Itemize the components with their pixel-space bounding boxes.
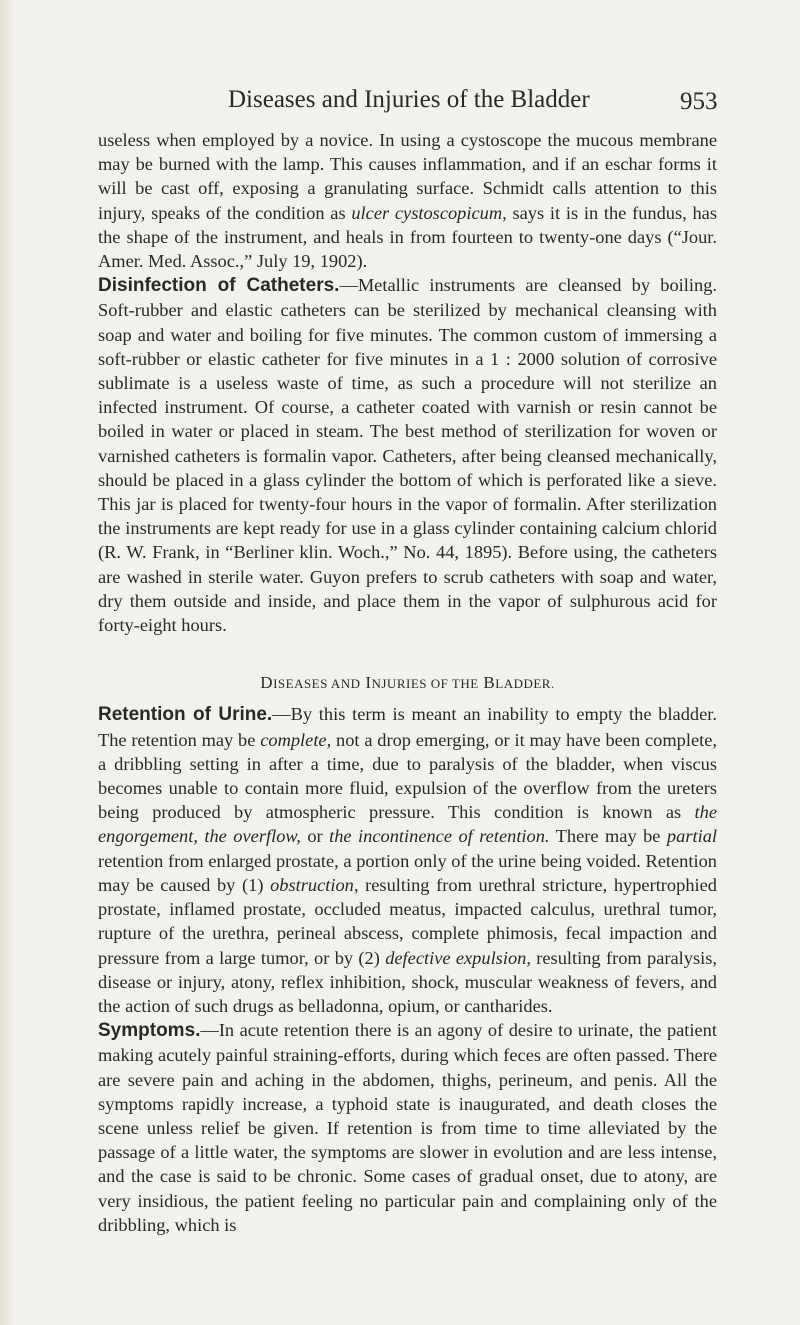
body-text (98, 128, 717, 1237)
paragraph-symptoms: Symptoms.—In acute retention there is an agony of desire to urinate, the patient making acutely painful straining-efforts, during which feces are often passed. There are severe pain and aching in the abdomen, thighs, perineum, and penis. All the symptoms rapidly increase, a typhoid state is inaugurated, and death closes the scene unless relief be given. If retention is from time to time alleviated by the passage of a little water, the symptoms are slower in evolution and are less intense, and the case is said to be chronic. Some cases of gradual onset, due to atony, are very insidious, the patient feeling no particular pain and complaining only of the dribbling, which is (98, 1020, 717, 1235)
page-number: 953 (680, 88, 718, 115)
heading-symptoms: Symptoms. (98, 1020, 201, 1042)
heading-disinfection: Disinfection of Catheters. (98, 275, 340, 297)
paragraph-continued: useless when employed by a novice. In using a cystoscope the mucous membrane may be burned with the lamp. This causes inflammation, and if an eschar forms it will be cast off, exposing a granulating surface. Schmidt calls attention to this injury, speaks of the condition as ulcer cystoscopicum, says it is in the fundus, has the shape of the instrument, and heals in from fourteen to twenty-one days (“Jour. Amer. Med. Assoc.,” July 19, 1902). (98, 130, 717, 272)
page-gutter-shadow (0, 0, 14, 1325)
paragraph-disinfection: Disinfection of Catheters.—Metallic instruments are cleansed by boiling. Soft-rubber and elastic catheters can be sterilized by mechanical cleansing with soap and water and boiling for five minutes. The common custom of immersing a soft-rubber or elastic catheter for five minutes in a 1 : 2000 solution of corrosive sublimate is a useless waste of time, as such a procedure will not sterilize an infected instrument. Of course, a catheter coated with varnish or resin cannot be boiled in water or placed in steam. The best method of sterilization for woven or varnished catheters is formalin vapor. Catheters, after being cleansed mechanically, should be placed in a glass cylinder the bottom of which is perforated like a sieve. This jar is placed for twenty-four hours in the vapor of formalin. After sterilization the instruments are kept ready for use in a glass cylinder containing calcium chlorid (R. W. Frank, in “Berliner klin. Woch.,” No. 44, 1895). Before using, the catheters are washed in sterile water. Guyon prefers to scrub catheters with soap and water, dry them outside and inside, and place them in the vapor of sulphurous acid for forty-eight hours. (98, 275, 717, 636)
header-title: Diseases and Injuries of the Bladder (228, 86, 590, 113)
section-heading: DISEASES AND INJURIES OF THE BLADDER. (260, 673, 555, 693)
running-header (0, 86, 800, 116)
heading-retention: Retention of Urine. (98, 704, 273, 726)
paragraph-retention: Retention of Urine.—By this term is meant an inability to empty the bladder. The retention may be complete, not a drop emerging, or it may have been complete, a dribbling setting in after a time, due to paralysis of the bladder, when viscus becomes unable to contain more fluid, expulsion of the overflow from the ureters being produced by atmospheric pressure. This condition is known as the engorgement, the overflow, or the incontinence of retention. There may be partial retention from enlarged prostate, a portion only of the urine being voided. Retention may be caused by (1) obstruction, resulting from urethral stricture, hypertrophied prostate, inflamed prostate, occluded meatus, impacted calculus, urethral tumor, rupture of the urethra, perineal abscess, complete phimosis, fecal impaction and pressure from a large tumor, or by (2) defective expulsion, resulting from paralysis, disease or injury, atony, reflex inhibition, shock, muscular weakness of fevers, and the action of such drugs as belladonna, opium, or cantharides. (98, 704, 717, 1016)
